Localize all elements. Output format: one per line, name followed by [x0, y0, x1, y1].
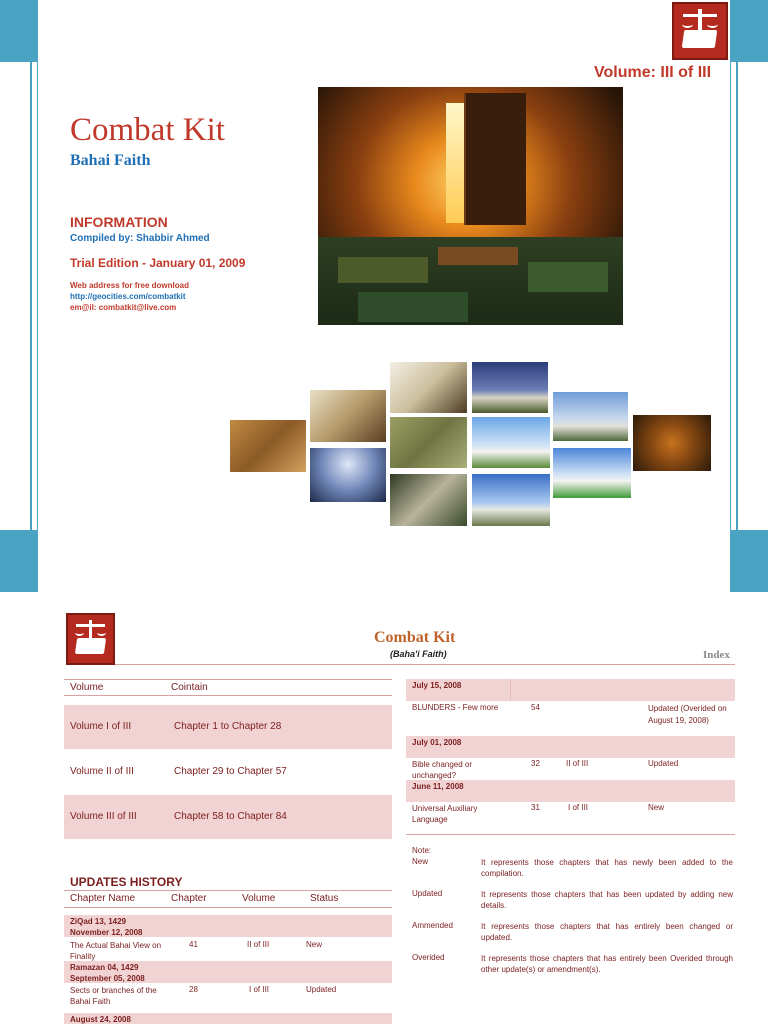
volume-row-3-name: Volume III of III	[70, 811, 137, 822]
info-heading: INFORMATION	[70, 214, 168, 230]
updates-right-date-divider	[510, 679, 511, 701]
logo-underline	[115, 664, 735, 665]
cover-right-rule	[730, 0, 731, 592]
collage-lotus-temple-side-image	[553, 392, 628, 441]
updates-right-3-date: June 11, 2008	[412, 782, 464, 791]
volume-row-2-chapters: Chapter 29 to Chapter 57	[174, 766, 287, 777]
updates-right-2-status: Updated	[648, 759, 679, 768]
index-logo	[66, 613, 115, 665]
collage-reading-image	[390, 474, 467, 526]
index-title: Combat Kit	[374, 629, 456, 646]
collage-lotus-temple-blue-image	[472, 474, 550, 526]
updates-right-bottom-rule	[406, 834, 735, 835]
note-term-updated: Updated	[412, 889, 443, 898]
updates-right-2-volume: II of III	[566, 759, 589, 768]
cover-title: Combat Kit	[70, 112, 225, 148]
volume-label: Volume: III of III	[594, 64, 712, 81]
collage-open-book-image	[310, 390, 386, 442]
updates-header-volume: Volume	[242, 893, 276, 904]
updates-header-name: Chapter Name	[70, 893, 136, 904]
volume-row-1-name: Volume I of III	[70, 721, 132, 732]
cover-left-rule	[30, 0, 32, 592]
volume-row-2-name: Volume II of III	[70, 766, 134, 777]
updates-row-2-status: Updated	[306, 985, 337, 994]
volume-row-1-chapters: Chapter 1 to Chapter 28	[174, 721, 282, 732]
note-term-overided: Overided	[412, 953, 445, 962]
web-url[interactable]: http://geocities.com/combatkit	[70, 292, 186, 301]
note-term-ammended: Ammended	[412, 921, 453, 930]
updates-right-3-chapter: 31	[531, 803, 540, 812]
updates-right-2-chapter: 32	[531, 759, 540, 768]
note-term-new: New	[412, 857, 429, 866]
updates-row-1-volume: II of III	[247, 940, 270, 949]
collage-lotus-temple-dusk-image	[472, 362, 548, 413]
updates-right-3-name: Universal Auxiliary Language	[412, 804, 478, 824]
updates-right-2-date: July 01, 2008	[412, 738, 462, 747]
updates-row-1-name: The Actual Bahai View on Finality	[70, 941, 162, 961]
updates-row-1-date2: November 12, 2008	[70, 928, 143, 937]
updates-right-1-chapter: 54	[531, 703, 540, 712]
updates-row-2-name: Sects or branches of the Bahai Faith	[70, 986, 157, 1006]
updates-row-2-date2: September 05, 2008	[70, 974, 145, 983]
note-desc-ammended: It represents those chapters that has entirely been changed or updated.	[481, 922, 733, 942]
updates-right-3-volume: I of III	[568, 803, 589, 812]
updates-row-2-date1: Ramazan 04, 1429	[70, 963, 139, 972]
index-label: Index	[703, 649, 730, 661]
updates-row-1-chapter: 41	[189, 940, 198, 949]
cover-subtitle: Bahai Faith	[70, 152, 151, 169]
updates-header-chapter: Chapter	[171, 893, 207, 904]
collage-quran-image	[310, 448, 386, 502]
volume-row-3-chapters: Chapter 58 to Chapter 84	[174, 811, 287, 822]
updates-right-2-name: Bible changed or unchanged?	[412, 760, 473, 780]
volumes-header-contain: Cointain	[171, 682, 208, 693]
updates-row-1-status: New	[306, 940, 323, 949]
updates-right-1-name: BLUNDERS - Few more	[412, 703, 499, 712]
cover-left-rule-inner	[37, 0, 38, 592]
updates-header-rule	[64, 907, 392, 908]
note-desc-new: It represents those chapters that has newly been added to the compilation.	[481, 858, 733, 878]
note-desc-updated: It represents those chapters that has been updated by adding new details.	[481, 890, 733, 910]
cover-logo	[672, 2, 728, 60]
updates-right-1-status: Updated (Overided on August 19, 2008)	[648, 704, 727, 725]
compiled-by: Compiled by: Shabbir Ahmed	[70, 233, 210, 244]
volumes-table-top-rule	[64, 679, 392, 680]
note-label: Note:	[412, 846, 432, 855]
collage-book-glasses-image	[390, 362, 467, 413]
updates-row-2-chapter: 28	[189, 985, 198, 994]
collage-lotus-temple-lawn-image	[553, 448, 631, 498]
email-text: em@il: combatkit@live.com	[70, 303, 177, 312]
cover-top-band-right	[736, 0, 768, 62]
note-desc-overided: It represents those chapters that has entirely been Overided through other update(s) or amendment(s).	[481, 954, 733, 974]
books-hero-image	[318, 87, 623, 325]
updates-right-1-date: July 15, 2008	[412, 681, 462, 690]
edition-text: Trial Edition - January 01, 2009	[70, 256, 246, 270]
collage-script-image	[390, 417, 467, 468]
updates-heading: UPDATES HISTORY	[70, 875, 183, 889]
index-subtitle: (Baha'i Faith)	[390, 649, 447, 659]
updates-heading-rule	[64, 890, 392, 891]
collage-lotus-temple-day-image	[472, 417, 550, 468]
updates-row-3-date1: August 24, 2008	[70, 1015, 131, 1024]
volumes-header-rule	[64, 695, 392, 696]
updates-right-3-status: New	[648, 803, 665, 812]
cover-right-rule-outer	[736, 0, 738, 592]
updates-row-1-date1: ZiQad 13, 1429	[70, 917, 127, 926]
collage-calligraphy-image	[633, 415, 711, 471]
collage-manuscript-image	[230, 420, 306, 472]
volumes-header-volume: Volume	[70, 682, 104, 693]
updates-row-2-volume: I of III	[249, 985, 270, 994]
updates-header-status: Status	[310, 893, 339, 904]
web-label: Web address for free download	[70, 281, 189, 290]
